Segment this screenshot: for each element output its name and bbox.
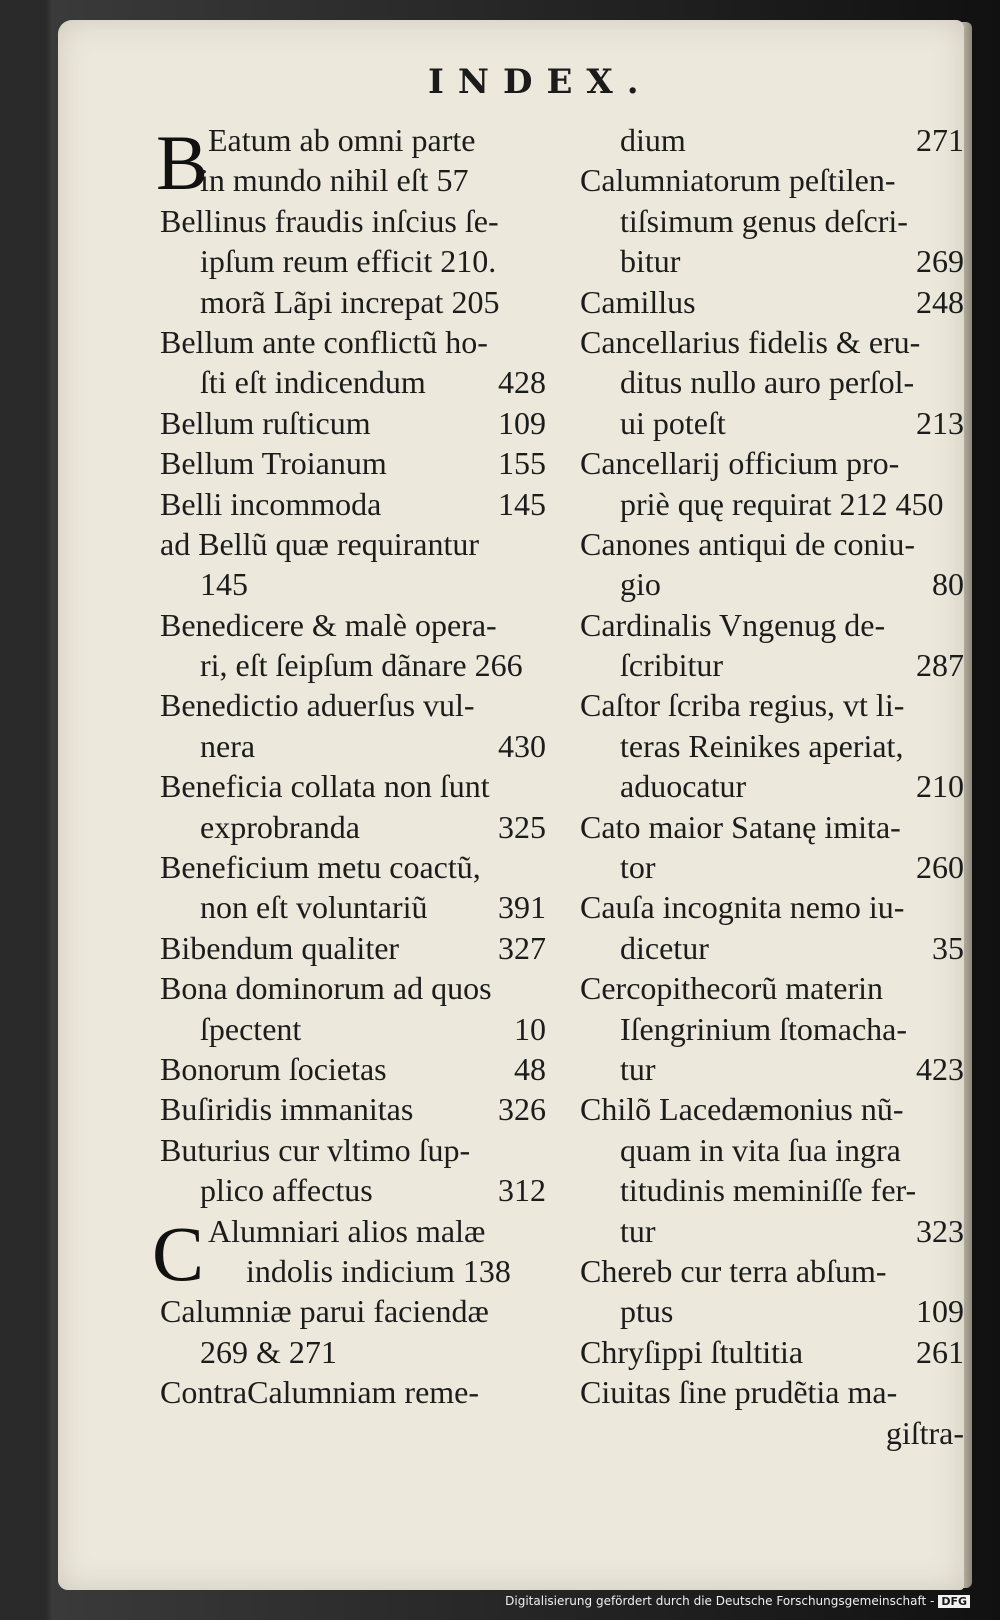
index-entry-text: ContraCalumniam reme- <box>160 1374 480 1411</box>
index-entry-text: ri, eſt ſeipſum dãnare 266 <box>200 647 523 684</box>
digitization-credit <box>505 1594 970 1608</box>
page-number: 327 <box>498 929 546 966</box>
index-line <box>580 685 964 725</box>
index-entry-text: tor <box>620 849 656 886</box>
index-entry-text: ad Bellũ quæ requirantur <box>160 525 480 562</box>
index-line <box>580 322 964 362</box>
credit-text: Digitalisierung gefördert durch die Deutsche Forschungsgemeinschaft - <box>505 1594 935 1608</box>
index-line <box>160 645 546 685</box>
index-line <box>160 1251 546 1291</box>
page-number: 261 <box>916 1333 964 1370</box>
page-number: 269 <box>916 243 964 280</box>
index-entry-text: Calumniatorum peſtilen- <box>580 162 896 199</box>
index-line <box>160 362 546 402</box>
drop-cap: C <box>152 1209 205 1297</box>
page-number: 271 <box>916 122 964 158</box>
index-entry-text: Beneficium metu coactũ, <box>160 849 481 886</box>
dfg-logo: DFG <box>938 1595 970 1608</box>
index-line <box>160 1170 546 1210</box>
index-entry-text: tur <box>620 1212 656 1249</box>
index-line <box>160 403 546 443</box>
page-number: 428 <box>498 364 546 401</box>
index-line <box>580 443 964 483</box>
index-line <box>160 1009 546 1049</box>
index-line <box>580 1372 964 1412</box>
index-entry-text: Caſtor ſcriba regius, vt li- <box>580 687 905 724</box>
index-line <box>160 726 546 766</box>
index-line <box>580 403 964 443</box>
index-line <box>580 1251 964 1291</box>
page-number: 210 <box>916 768 964 805</box>
index-line <box>580 362 964 402</box>
index-entry-text: Bonorum ſocietas <box>160 1050 387 1087</box>
index-entry-text: Buturius cur vltimo ſup- <box>160 1131 471 1168</box>
index-line <box>580 968 964 1008</box>
index-entry-text: ptus <box>620 1293 674 1330</box>
index-entry-text: 145 <box>200 566 248 603</box>
page-number: 48 <box>514 1050 546 1087</box>
index-entry-text: Cercopithecorũ materin <box>580 970 883 1007</box>
index-entry-text: ipſum reum efficit 210. <box>200 243 497 280</box>
index-entry-text: Camillus <box>580 283 696 320</box>
index-line <box>160 968 546 1008</box>
page-number: 287 <box>916 647 964 684</box>
page-number: 260 <box>916 849 964 886</box>
index-line <box>580 282 964 322</box>
index-line <box>160 1332 546 1372</box>
index-line <box>580 1049 964 1089</box>
index-line <box>580 726 964 766</box>
index-entry-text: Benedictio aduerſus vul- <box>160 687 475 724</box>
index-entry-text: indolis indicium 138 <box>246 1252 511 1289</box>
page-number: 248 <box>916 283 964 320</box>
index-entry-text: Ciuitas ſine prudẽtia ma- <box>580 1374 898 1411</box>
index-line <box>160 201 546 241</box>
index-entry-text: Canones antiqui de coniu- <box>580 525 916 562</box>
index-line <box>580 807 964 847</box>
index-line <box>160 807 546 847</box>
page-number: 109 <box>498 404 546 441</box>
page-title: INDEX. <box>428 62 653 102</box>
index-line <box>580 1130 964 1170</box>
index-entry-text: Chilõ Lacedæmonius nũ- <box>580 1091 904 1128</box>
drop-cap: B <box>156 119 209 206</box>
index-line <box>160 847 546 887</box>
index-entry-text: Cancellarius fidelis & eru- <box>580 323 921 360</box>
index-line <box>160 322 546 362</box>
index-entry-text: Bibendum qualiter <box>160 929 400 966</box>
index-entry-text: Bellum ruſticum <box>160 404 371 441</box>
index-entry-text: tiſsimum genus deſcri- <box>620 202 908 239</box>
index-line <box>160 685 546 725</box>
index-entry-text: Bona dominorum ad quos <box>160 970 492 1007</box>
index-line <box>160 1089 546 1129</box>
index-entry-text: Calumniæ parui faciendæ <box>160 1293 489 1330</box>
index-line <box>580 160 964 200</box>
index-column-right <box>580 120 964 1453</box>
index-line <box>160 1372 546 1412</box>
page-number: 155 <box>498 445 546 482</box>
index-entry-text: Buſiridis immanitas <box>160 1091 414 1128</box>
index-entry-text: priè quę requirat 212 450 <box>620 485 944 522</box>
page-number: 312 <box>498 1172 546 1209</box>
index-line <box>580 1332 964 1372</box>
page-number: 109 <box>916 1293 964 1330</box>
page-number: 326 <box>498 1091 546 1128</box>
page-number: 213 <box>916 404 964 441</box>
page-number: 145 <box>498 485 546 522</box>
index-line <box>160 443 546 483</box>
index-entry-text: ſti eſt indicendum <box>200 364 426 401</box>
index-line <box>580 928 964 968</box>
page-number: 430 <box>498 727 546 764</box>
index-line <box>580 605 964 645</box>
index-line <box>580 766 964 806</box>
index-line <box>580 1170 964 1210</box>
index-entry-text: ui poteſt <box>620 404 726 441</box>
index-entry-text: Belli incommoda <box>160 485 382 522</box>
index-entry-text: dicetur <box>620 929 709 966</box>
index-entry-text: Cato maior Satanę imita- <box>580 808 901 845</box>
index-line <box>580 241 964 281</box>
index-entry-text: Cancellarij officium pro- <box>580 445 900 482</box>
index-line <box>580 120 964 160</box>
page-number: 325 <box>498 808 546 845</box>
index-line <box>160 282 546 322</box>
index-line <box>160 241 546 281</box>
index-line <box>160 564 546 604</box>
index-line <box>580 201 964 241</box>
index-entry-text: giſtra- <box>885 1414 964 1451</box>
index-entry-text: quam in vita ſua ingra <box>620 1131 901 1168</box>
index-entry-text: Bellum ante conflictũ ho- <box>160 323 488 360</box>
page-number: 423 <box>916 1050 964 1087</box>
index-entry-text: Cauſa incognita nemo iu- <box>580 889 905 926</box>
index-line <box>580 1211 964 1251</box>
index-line <box>580 1089 964 1129</box>
index-entry-text: Iſengrinium ſtomacha- <box>620 1010 908 1047</box>
index-line <box>580 564 964 604</box>
index-line <box>160 887 546 927</box>
page-number: 323 <box>916 1212 964 1249</box>
index-line <box>160 160 546 200</box>
index-entry-text: ſpectent <box>200 1010 302 1047</box>
index-line <box>580 1291 964 1331</box>
index-line <box>580 645 964 685</box>
index-entry-text: non eſt voluntariũ <box>200 889 428 926</box>
index-line <box>580 524 964 564</box>
index-entry-text: plico affectus <box>200 1172 373 1209</box>
page-number: 80 <box>932 566 964 603</box>
index-entry-text: Eatum ab omni parte <box>208 122 476 158</box>
index-line <box>160 484 546 524</box>
index-entry-text: Chryſippi ſtultitia <box>580 1333 804 1370</box>
index-entry-text: ditus nullo auro perſol- <box>620 364 915 401</box>
page-number: 391 <box>498 889 546 926</box>
index-line <box>160 605 546 645</box>
index-entry-text: ſcribitur <box>620 647 724 684</box>
index-entry-text: 269 & 271 <box>200 1333 337 1370</box>
index-line <box>160 766 546 806</box>
index-entry-text: Alumniari alios malæ <box>208 1212 486 1249</box>
index-entry-text: morã Lãpi increpat 205 <box>200 283 500 320</box>
index-entry-text: in mundo nihil eſt 57 <box>200 162 469 199</box>
index-line <box>580 847 964 887</box>
index-line <box>160 1049 546 1089</box>
index-entry-text: titudinis meminiſſe fer- <box>620 1172 917 1209</box>
index-entry-text: gio <box>620 566 661 603</box>
index-entry-text: aduocatur <box>620 768 747 805</box>
index-line <box>580 1009 964 1049</box>
page-number: 35 <box>932 929 964 966</box>
index-line <box>160 928 546 968</box>
index-entry-text: exprobranda <box>200 808 360 845</box>
index-entry-text: dium <box>620 122 686 158</box>
index-line <box>580 887 964 927</box>
index-entry-text: teras Reinikes aperiat, <box>620 727 904 764</box>
index-entry-text: Chereb cur terra abſum- <box>580 1252 887 1289</box>
index-entry-text: bitur <box>620 243 681 280</box>
index-entry-text: Benedicere & malè opera- <box>160 606 497 643</box>
index-line <box>160 1291 546 1331</box>
index-line <box>580 484 964 524</box>
index-entry-text: nera <box>200 727 256 764</box>
index-entry-text: Bellum Troianum <box>160 445 387 482</box>
page-number: 10 <box>514 1010 546 1047</box>
index-column-left <box>152 119 546 1413</box>
index-entry-text: tur <box>620 1050 656 1087</box>
index-line <box>160 524 546 564</box>
index-entry-text: Cardinalis Vngenug de- <box>580 606 886 643</box>
index-line <box>580 1413 964 1453</box>
index-line <box>160 1130 546 1170</box>
index-entry-text: Bellinus fraudis inſcius ſe- <box>160 202 499 239</box>
index-entry-text: Beneficia collata non ſunt <box>160 768 490 805</box>
